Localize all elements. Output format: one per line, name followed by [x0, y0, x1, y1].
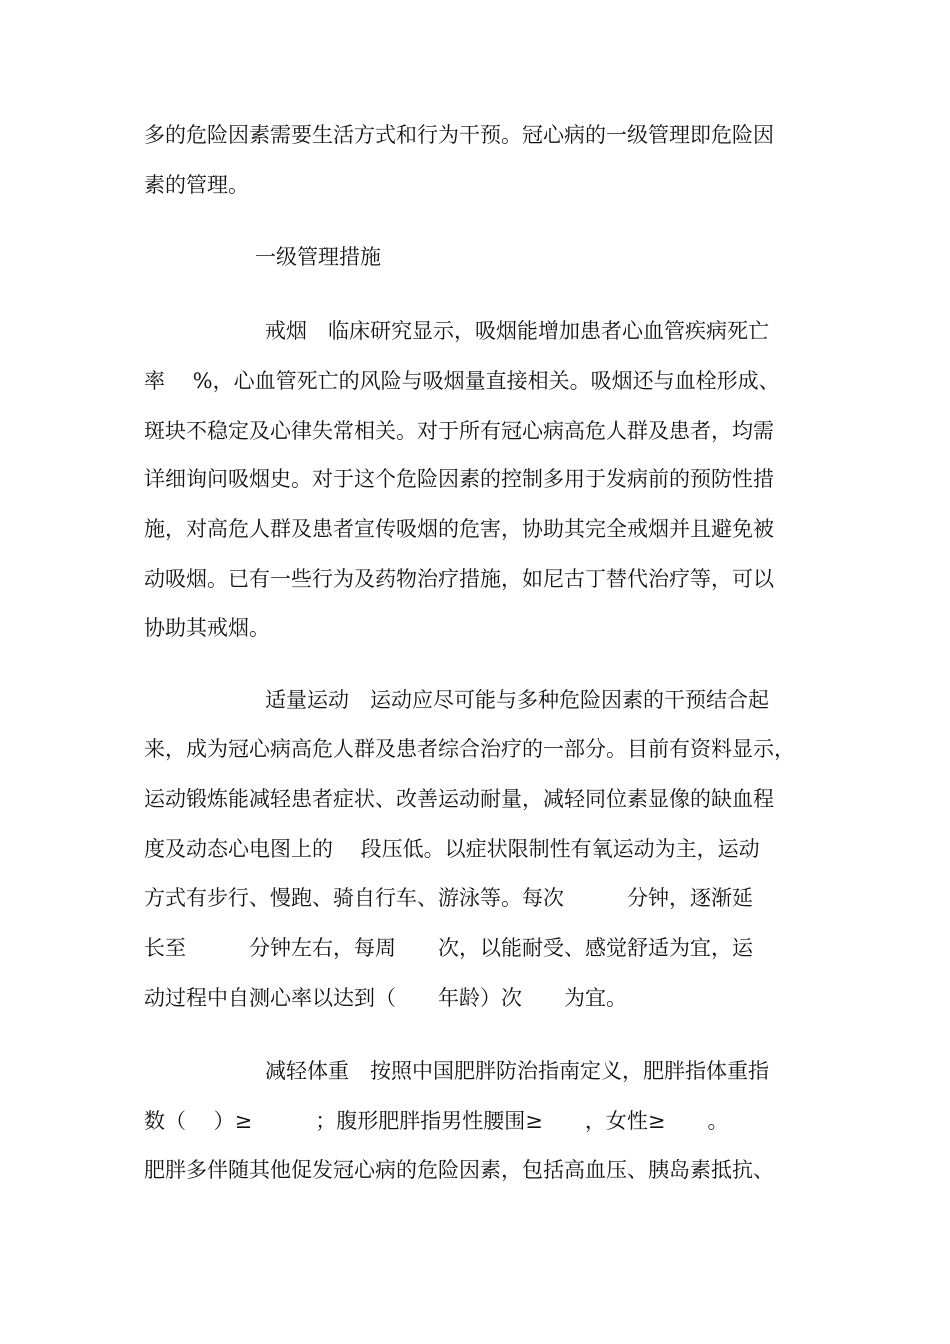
paragraph-line: 动吸烟。已有一些行为及药物治疗措施，如尼古丁替代治疗等，可以: [144, 567, 774, 591]
paragraph-line: 率 %，心血管死亡的风险与吸烟量直接相关。吸烟还与血栓形成、: [144, 369, 780, 393]
paragraph-line: 详细询问吸烟史。对于这个危险因素的控制多用于发病前的预防性措: [144, 467, 774, 491]
paragraph-line: 素的管理。: [144, 173, 249, 197]
paragraph-line: 肥胖多伴随其他促发冠心病的危险因素，包括高血压、胰岛素抵抗、: [144, 1158, 774, 1182]
paragraph-line: 斑块不稳定及心律失常相关。对于所有冠心病高危人群及患者，均需: [144, 419, 774, 443]
paragraph-line: 动过程中自测心率以达到（ 年龄）次 为宜。: [144, 986, 627, 1010]
paragraph-line: 方式有步行、慢跑、骑自行车、游泳等。每次 分钟，逐渐延: [144, 886, 753, 910]
paragraph-line: 数（ ）≥ ；腹形肥胖指男性腰围≥ ，女性≥ 。: [144, 1109, 729, 1133]
paragraph-line: 戒烟 临床研究显示，吸烟能增加患者心血管疾病死亡: [265, 319, 769, 343]
paragraph-line: 协助其戒烟。: [144, 616, 270, 640]
paragraph-line: 多的危险因素需要生活方式和行为干预。冠心病的一级管理即危险因: [144, 123, 774, 147]
paragraph-line: 适量运动 运动应尽可能与多种危险因素的干预结合起: [265, 688, 769, 712]
section-heading: 一级管理措施: [255, 245, 381, 269]
paragraph-line: 运动锻炼能减轻患者症状、改善运动耐量，减轻同位素显像的缺血程: [144, 787, 774, 811]
paragraph-line: 长至 分钟左右，每周 次，以能耐受、感觉舒适为宜，运: [144, 936, 753, 960]
paragraph-line: 施，对高危人群及患者宣传吸烟的危害，协助其完全戒烟并且避免被: [144, 517, 774, 541]
paragraph-line: 度及动态心电图上的 段压低。以症状限制性有氧运动为主，运动: [144, 837, 760, 861]
paragraph-line: 来，成为冠心病高危人群及患者综合治疗的一部分。目前有资料显示，: [144, 737, 795, 761]
paragraph-line: 减轻体重 按照中国肥胖防治指南定义，肥胖指体重指: [265, 1059, 769, 1083]
